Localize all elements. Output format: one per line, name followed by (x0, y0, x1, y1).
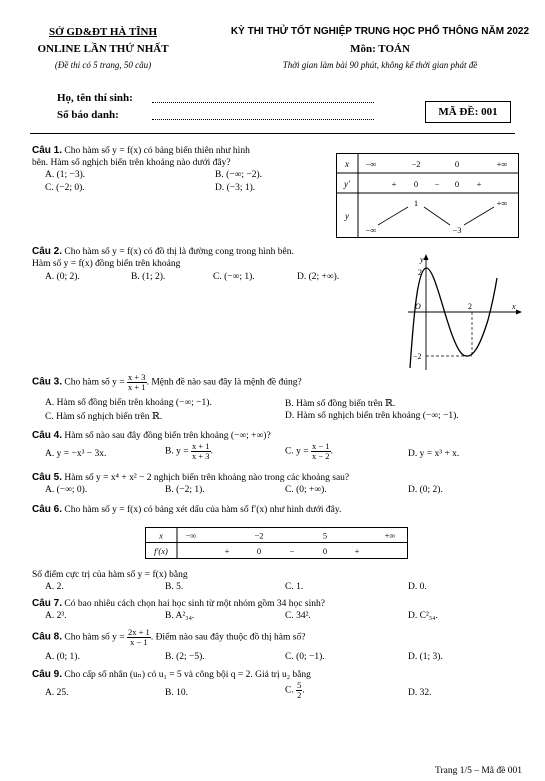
q6-x-val-1: −2 (254, 530, 264, 541)
question-4-label: Câu 4. (32, 430, 63, 441)
question-2-text-2: Hàm số y = f(x) đồng biến trên khoảng (32, 259, 181, 269)
q8-frac-num: 2x + 1 (128, 627, 150, 637)
q6-x-val-2: 5 (322, 530, 328, 541)
q1-arrow-up-1 (378, 207, 408, 225)
exam-round: ONLINE LẦN THỨ NHẤT (37, 43, 169, 55)
exam-title: KỲ THI THỬ TỐT NGHIỆP TRUNG HỌC PHỔ THÔNG NĂM 2022 (230, 26, 530, 37)
question-2-label: Câu 2. (32, 246, 63, 257)
question-1-text-1: Cho hàm số y = f(x) có bảng biến thiên như hình (64, 146, 250, 156)
q6-option-b[interactable]: B. 5. (165, 582, 184, 592)
page-footer: Trang 1/5 – Mã đề 001 (435, 766, 522, 776)
q8-option-c[interactable]: C. (0; −1). (285, 652, 325, 662)
q2-option-d[interactable]: D. (2; +∞). (297, 272, 340, 282)
q5-option-d[interactable]: D. (0; 2). (408, 485, 443, 495)
question-5-text: Hàm số y = x⁴ + x² − 2 nghịch biến trên khoảng nào trong các khoảng sau? (64, 473, 350, 483)
q8-frac-den: x − 1 (130, 637, 148, 647)
q6-fp-sign-2: − (289, 546, 295, 556)
q1-x-label: x (345, 159, 349, 169)
question-9 (32, 669, 311, 680)
candidate-id-field[interactable] (152, 119, 374, 120)
q2-option-b[interactable]: B. (1; 2). (131, 272, 166, 282)
question-6-question: Số điểm cực trị của hàm số y = f(x) bằng (32, 570, 188, 580)
question-3-label: Câu 3. (32, 376, 63, 388)
q1-yp-label: y′ (344, 179, 350, 189)
time-note: Thời gian làm bài 90 phút, không kể thời gian phát đề (282, 60, 478, 70)
candidate-name-field[interactable] (152, 102, 374, 103)
question-9-text: Cho cấp số nhân (uₙ) có u₁ = 5 và công bội q = 2. Giá trị u₂ bằng (64, 670, 311, 680)
q7-option-d[interactable]: D. C²₃₄. (408, 611, 438, 621)
question-7-text: Có bao nhiêu cách chọn hai học sinh từ một nhóm gồm 34 học sinh? (64, 599, 325, 609)
q7-option-c[interactable]: C. 34². (285, 611, 311, 621)
question-6-label: Câu 6. (32, 504, 63, 515)
q2-tick-y-top: 2 (418, 268, 422, 277)
candidate-name-label: Họ, tên thí sinh: (57, 92, 133, 104)
q2-y-axis-label: y (420, 255, 424, 264)
q1-x-val-0: −∞ (365, 159, 377, 169)
q1-y-val-min: −3 (452, 225, 462, 235)
candidate-id-label: Số báo danh: (57, 109, 119, 121)
question-2-text-1: Cho hàm số y = f(x) có đồ thị là đường cong trong hình bên. (64, 247, 294, 257)
question-4-text: Hàm số nào sau đây đồng biến trên khoảng (−∞; +∞)? (64, 431, 271, 441)
q1-arrow-down (424, 207, 450, 225)
question-6 (32, 504, 341, 515)
q8-option-d[interactable]: D. (1; 3). (408, 652, 443, 662)
question-2 (32, 246, 294, 257)
q1-x-val-1: −2 (411, 159, 421, 169)
page-count-note: (Đề thi có 5 trang, 50 câu) (54, 60, 152, 70)
q3-option-b[interactable]: B. Hàm số đồng biến trên ℝ. (285, 399, 396, 409)
q6-x-val-3: +∞ (384, 530, 396, 541)
q1-yp-sign-0: + (391, 179, 397, 189)
q9-option-b[interactable]: B. 10. (165, 688, 188, 698)
question-1 (32, 145, 250, 156)
q1-y-val-max: 1 (413, 198, 419, 208)
q1-option-a[interactable]: A. (1; −3). (45, 170, 86, 180)
q6-fp-sign-3: 0 (322, 546, 328, 556)
q1-y-val-posinf: +∞ (496, 198, 508, 208)
subject: Môn: TOÁN (350, 43, 410, 55)
q6-option-a[interactable]: A. 2. (45, 582, 64, 592)
school-name: SỞ GD&ĐT HÀ TĨNH (48, 26, 158, 38)
q7-option-b[interactable]: B. A²₃₄. (165, 611, 195, 621)
question-8 (32, 628, 305, 647)
q4-option-c[interactable]: C. y = $\frac{x - 1}{x - 2}$ . (285, 441, 333, 461)
q6-option-d[interactable]: D. 0. (408, 582, 427, 592)
q1-variation-table (336, 153, 519, 238)
q1-yp-sign-3: 0 (454, 179, 460, 189)
q4-option-a[interactable]: A. y = −x³ − 3x. (45, 449, 107, 459)
q1-yp-sign-4: + (476, 179, 482, 189)
q2-tick-y-bottom: −2 (413, 352, 422, 361)
q6-x-val-0: −∞ (185, 530, 197, 541)
q1-x-val-2: 0 (454, 159, 460, 169)
q4-option-b[interactable]: B. y = $\frac{x + 1}{x + 3}$ . (165, 441, 213, 461)
q1-yp-sign-2: − (434, 179, 440, 189)
q5-option-a[interactable]: A. (−∞; 0). (45, 485, 88, 495)
q1-x-val-3: +∞ (496, 159, 508, 169)
q2-x-axis-label: x (512, 302, 516, 311)
q2-tick-x: 2 (468, 302, 472, 311)
q6-fp-sign-4: + (354, 546, 360, 556)
q3-frac-den: x + 1 (128, 382, 146, 392)
question-1-label: Câu 1. (32, 145, 63, 156)
q8-option-b[interactable]: B. (2; −5). (165, 652, 205, 662)
question-3-post: . Mệnh đề nào sau đây là mệnh đề đúng? (146, 377, 302, 388)
question-5 (32, 472, 349, 483)
question-5-label: Câu 5. (32, 472, 63, 483)
q3-option-a[interactable]: A. Hàm số đồng biến trên khoảng (−∞; −1). (45, 398, 212, 408)
q1-yp-sign-1: 0 (413, 179, 419, 189)
question-7 (32, 598, 325, 609)
question-3-pre: Cho hàm số y = (64, 377, 125, 388)
q1-y-label: y (345, 211, 349, 221)
q3-option-c[interactable]: C. Hàm số nghịch biến trên ℝ. (45, 412, 163, 422)
q5-option-c[interactable]: C. (0; +∞). (285, 485, 327, 495)
q6-option-c[interactable]: C. 1. (285, 582, 304, 592)
q1-arrow-up-2 (464, 207, 494, 225)
question-8-label: Câu 8. (32, 631, 63, 643)
q2-curve (410, 268, 497, 368)
q1-option-d[interactable]: D. (−3; 1). (215, 183, 256, 193)
q9-option-c[interactable]: C. $\frac{5}{2}$ . (285, 680, 305, 700)
q6-fp-sign-1: 0 (256, 546, 262, 556)
q2-origin-label: O (415, 302, 421, 311)
question-7-label: Câu 7. (32, 598, 63, 609)
question-3 (32, 373, 302, 392)
q1-option-b[interactable]: B. (−∞; −2). (215, 170, 263, 180)
q3-option-d[interactable]: D. Hàm số nghịch biến trên khoảng (−∞; −1). (285, 411, 459, 421)
q6-sign-table (145, 527, 408, 559)
question-6-text: Cho hàm số y = f(x) có bảng xét dấu của hàm số f′(x) như hình dưới đây. (64, 505, 342, 515)
q4-option-d[interactable]: D. y = x³ + x. (408, 449, 460, 459)
q7-option-a[interactable]: A. 2³. (45, 611, 67, 621)
q9-option-d[interactable]: D. 32. (408, 688, 432, 698)
q3-frac-num: x + 3 (128, 372, 146, 382)
header-divider (30, 133, 515, 134)
q5-option-b[interactable]: B. (−2; 1). (165, 485, 205, 495)
q6-fp-sign-0: + (224, 546, 230, 556)
q1-y-val-neginf: −∞ (365, 225, 377, 235)
q1-option-c[interactable]: C. (−2; 0). (45, 183, 85, 193)
question-9-label: Câu 9. (32, 669, 63, 680)
q9-option-a[interactable]: A. 25. (45, 688, 69, 698)
exam-code-box: MÃ ĐỀ: 001 (425, 101, 511, 123)
question-8-pre: Cho hàm số y = (64, 632, 125, 643)
question-4 (32, 430, 271, 441)
question-8-post: . Điểm nào sau đây thuộc đồ thị hàm số? (150, 632, 306, 643)
q2-function-graph (400, 250, 525, 372)
q2-option-a[interactable]: A. (0; 2). (45, 272, 80, 282)
q6-x-label: x (159, 530, 163, 541)
q8-option-a[interactable]: A. (0; 1). (45, 652, 80, 662)
question-1-text-2: bên. Hàm số nghịch biến trên khoảng nào dưới đây? (32, 158, 231, 168)
q2-option-c[interactable]: C. (−∞; 1). (213, 272, 255, 282)
q6-fp-label: f′(x) (154, 546, 168, 556)
